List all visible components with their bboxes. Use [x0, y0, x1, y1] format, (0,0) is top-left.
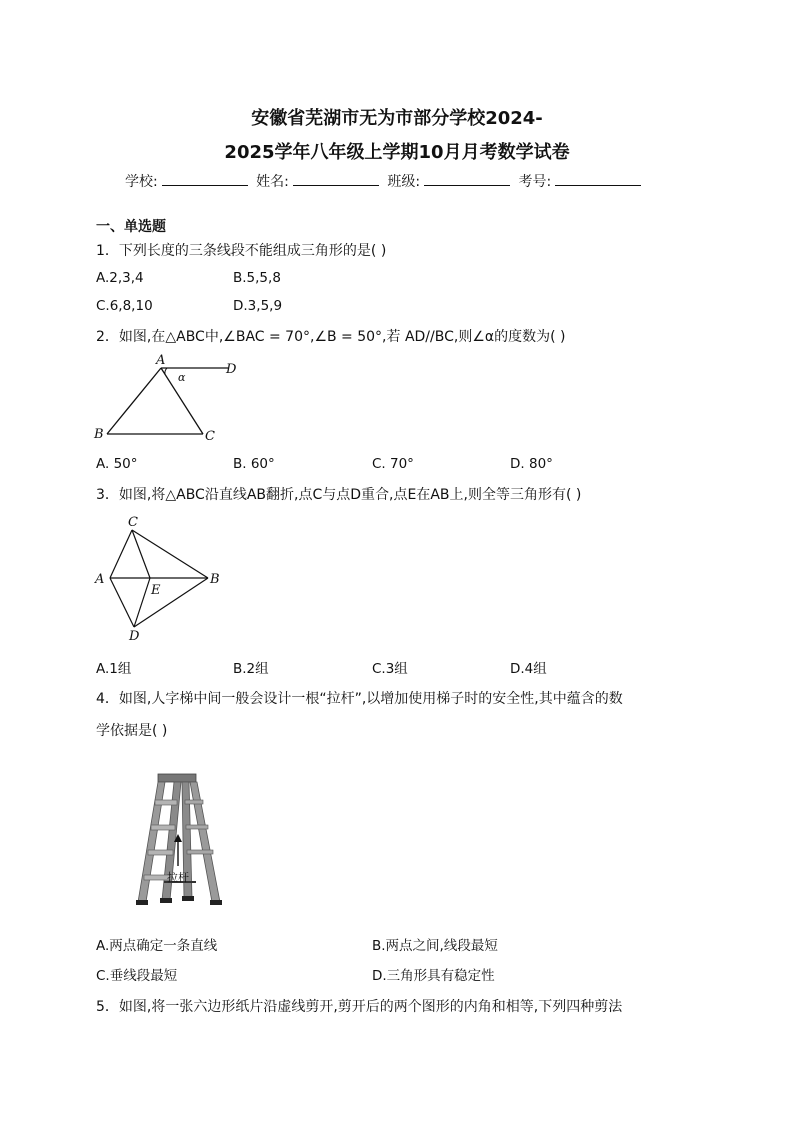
q3-label-e: E — [151, 583, 161, 598]
q3-label-b: B — [210, 572, 220, 587]
q4-option-c: C.垂线段最短 — [96, 968, 178, 984]
q2-option-a: A. 50° — [96, 456, 138, 472]
student-info-row — [125, 171, 645, 191]
class-label: 班级: — [387, 174, 421, 190]
question-4-stem-line-2: 学依据是( ) — [96, 723, 168, 739]
q1-option-d: D.3,5,9 — [233, 298, 283, 314]
q3-option-a: A.1组 — [96, 661, 132, 677]
q2-label-c: C — [205, 429, 215, 444]
question-1-stem: 1．下列长度的三条线段不能组成三角形的是( ) — [96, 243, 387, 259]
q3-label-d: D — [129, 629, 140, 644]
class-blank — [424, 173, 510, 186]
q2-label-d: D — [226, 362, 237, 377]
q2-triangle-figure — [90, 352, 250, 447]
q2-option-c: C. 70° — [372, 456, 414, 472]
name-label: 姓名: — [256, 174, 289, 190]
q2-label-a: A — [156, 353, 166, 368]
q2-label-b: B — [94, 427, 104, 442]
q3-option-c: C.3组 — [372, 661, 408, 677]
q1-option-b: B.5,5,8 — [233, 270, 281, 286]
exam-title-line-2: 2025学年八年级上学期10月月考数学试卷 — [224, 142, 570, 163]
exam-number-blank — [555, 173, 641, 186]
section-heading: 一、单选题 — [96, 219, 166, 235]
school-blank — [162, 173, 248, 186]
question-4-stem-line-1: 4．如图,人字梯中间一般会设计一根“拉杆”,以增加使用梯子时的安全性,其中蕴含的数 — [96, 691, 623, 707]
q2-label-alpha: α — [178, 371, 186, 384]
q4-label-tie-bar: 拉杆 — [167, 871, 189, 884]
question-5-stem: 5．如图,将一张六边形纸片沿虚线剪开,剪开后的两个图形的内角和相等,下列四种剪法 — [96, 999, 623, 1015]
q3-option-d: D.4组 — [510, 661, 547, 677]
exam-number-label: 考号: — [518, 174, 552, 190]
q4-option-a: A.两点确定一条直线 — [96, 938, 218, 954]
q3-label-a: A — [95, 572, 105, 587]
q3-kite-figure — [90, 512, 230, 647]
q4-option-b: B.两点之间,线段最短 — [372, 938, 498, 954]
question-2-stem: 2．如图,在△ABC中,∠BAC = 70°,∠B = 50°,若 AD//BC,则∠α的度数为( ) — [96, 329, 566, 345]
question-3-stem: 3．如图,将△ABC沿直线AB翻折,点C与点D重合,点E在AB上,则全等三角形有( ) — [96, 487, 582, 503]
school-label: 学校: — [125, 174, 158, 190]
exam-title-line-1: 安徽省芜湖市无为市部分学校2024- — [251, 108, 543, 129]
q4-option-d: D.三角形具有稳定性 — [372, 968, 495, 984]
name-blank — [293, 173, 379, 186]
q2-option-d: D. 80° — [510, 456, 553, 472]
q1-option-a: A.2,3,4 — [96, 270, 144, 286]
q4-stepladder-image — [130, 770, 230, 910]
q2-option-b: B. 60° — [233, 456, 275, 472]
q3-option-b: B.2组 — [233, 661, 269, 677]
q3-label-c: C — [128, 515, 138, 530]
q1-option-c: C.6,8,10 — [96, 298, 153, 314]
